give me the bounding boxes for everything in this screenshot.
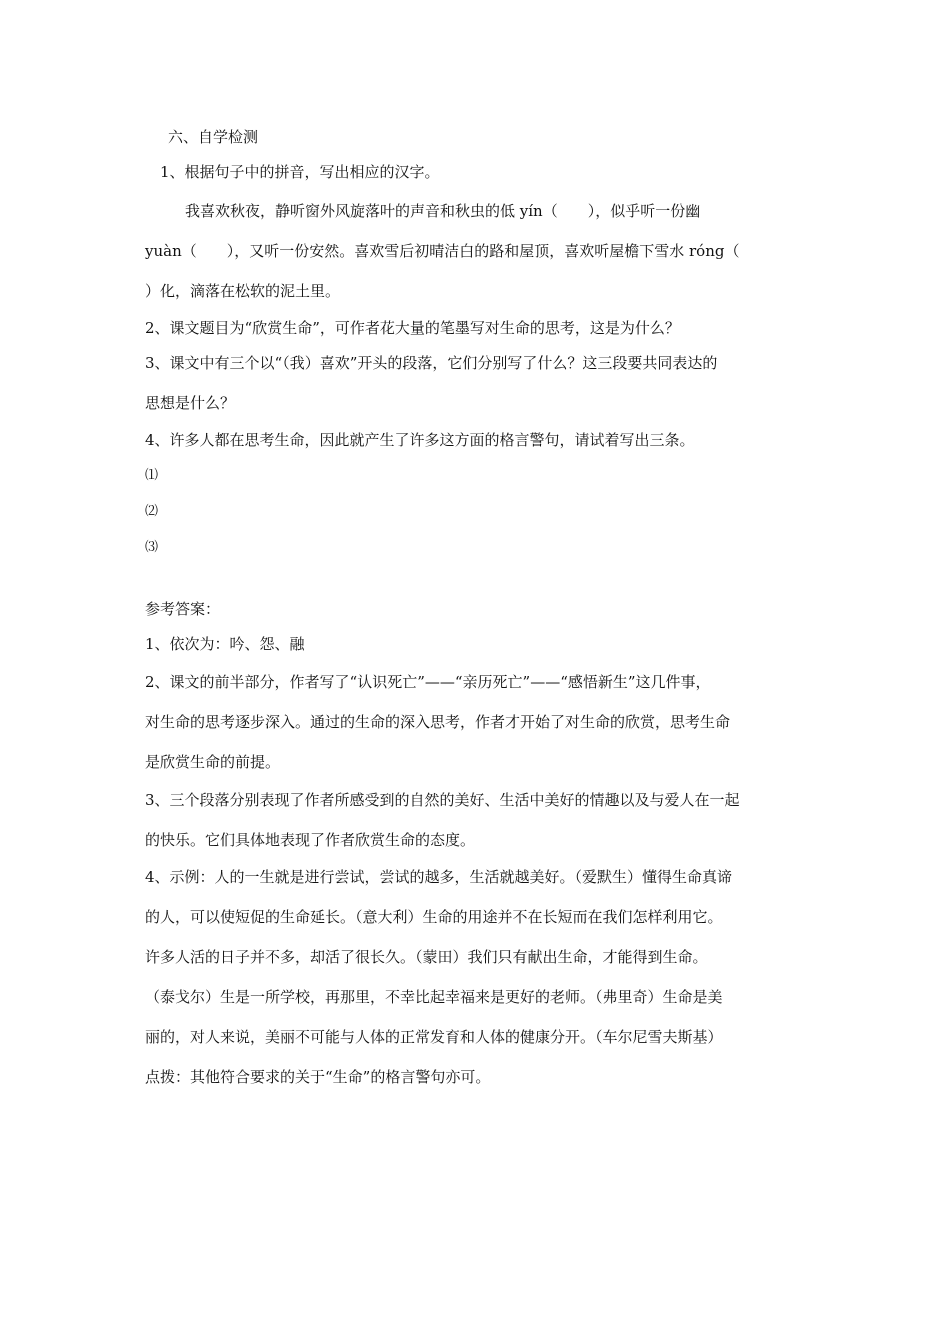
answer-3-line-1: 3、三个段落分别表现了作者所感受到的自然的美好、生活中美好的情趣以及与爱人在一起	[145, 791, 740, 809]
answer-blank-3: ⑶	[145, 540, 159, 555]
answer-4-line-4: （泰戈尔）生是一所学校，再那里，不幸比起幸福来是更好的老师。（弗里奇）生命是美	[145, 988, 723, 1006]
answer-4-line-3: 许多人活的日子并不多，却活了很长久。（蒙田）我们只有献出生命，才能得到生命。	[145, 948, 708, 966]
question-1-line-1: 我喜欢秋夜，静听窗外风旋落叶的声音和秋虫的低 yín（ ），似乎听一份幽	[185, 202, 701, 220]
answer-note: 点拨：其他符合要求的关于“生命”的格言警句亦可。	[145, 1068, 491, 1086]
answer-4-line-5: 丽的，对人来说，美丽不可能与人体的正常发育和人体的健康分开。（车尔尼雪夫斯基）	[145, 1028, 723, 1046]
question-2: 2、课文题目为“欣赏生命”，可作者花大量的笔墨写对生命的思考，这是为什么？	[145, 319, 680, 337]
question-1-line-2: yuàn（ ），又听一份安然。喜欢雪后初晴洁白的路和屋顶，喜欢听屋檐下雪水 róng（	[145, 242, 740, 260]
section-title: 六、自学检测	[168, 128, 259, 146]
answers-title: 参考答案：	[145, 600, 221, 618]
question-4: 4、许多人都在思考生命，因此就产生了许多这方面的格言警句，请试着写出三条。	[145, 431, 695, 449]
answer-blank-2: ⑵	[145, 504, 159, 519]
question-3-line-1: 3、课文中有三个以“（我）喜欢”开头的段落，它们分别写了什么？这三段要共同表达的	[145, 354, 718, 372]
answer-2-line-2: 对生命的思考逐步深入。通过的生命的深入思考，作者才开始了对生命的欣赏，思考生命	[145, 713, 731, 731]
answer-blank-1: ⑴	[145, 468, 159, 483]
answer-3-line-2: 的快乐。它们具体地表现了作者欣赏生命的态度。	[145, 831, 476, 849]
answer-2-line-3: 是欣赏生命的前提。	[145, 753, 281, 771]
answer-2-line-1: 2、课文的前半部分，作者写了“认识死亡”——“亲历死亡”——“感悟新生”这几件事，	[145, 673, 711, 691]
answer-4-line-2: 的人，可以使短促的生命延长。（意大利）生命的用途并不在长短而在我们怎样利用它。	[145, 908, 723, 926]
question-1-line-3: ）化，滴落在松软的泥土里。	[145, 282, 341, 300]
answer-4-line-1: 4、示例：人的一生就是进行尝试，尝试的越多，生活就越美好。（爱默生）懂得生命真谛	[145, 868, 733, 886]
question-1-title: 1、根据句子中的拼音，写出相应的汉字。	[160, 163, 440, 181]
question-3-line-2: 思想是什么？	[145, 394, 236, 412]
answer-1: 1、依次为：吟、怨、融	[145, 635, 305, 653]
